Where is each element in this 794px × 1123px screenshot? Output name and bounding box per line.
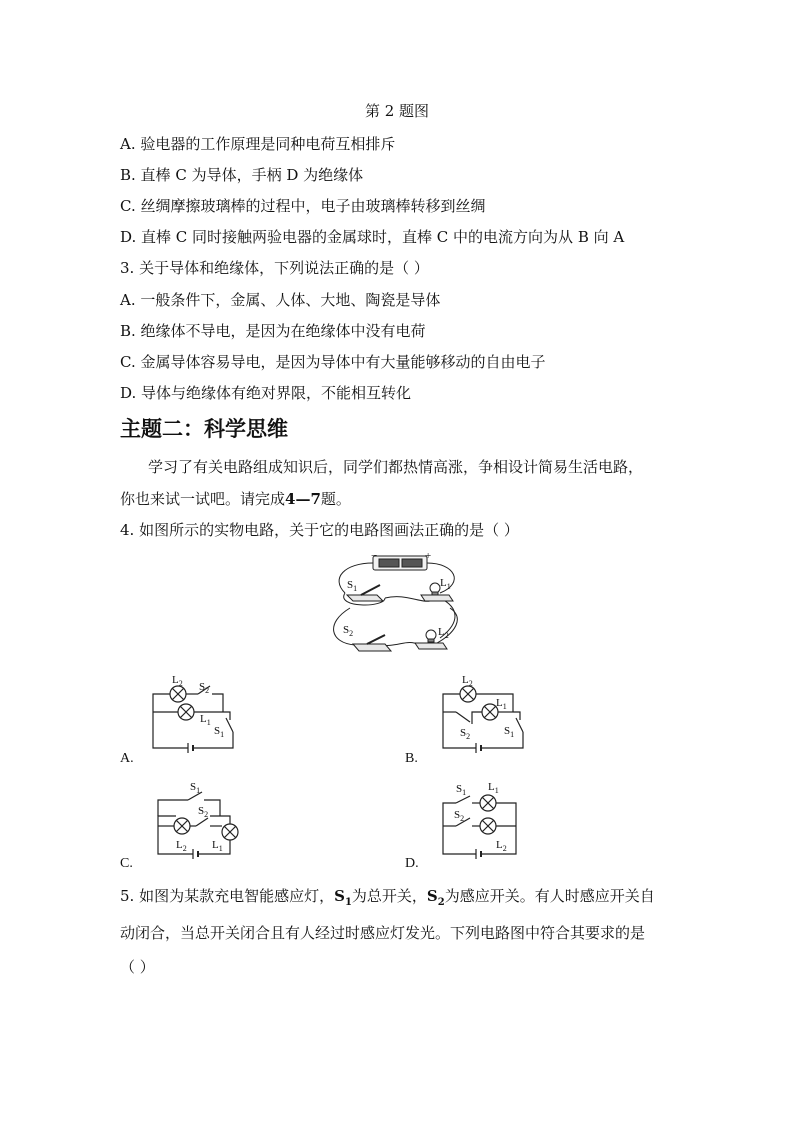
physical-circuit-figure bbox=[325, 553, 465, 661]
svg-text:S2: $S_2$ bbox=[460, 727, 471, 741]
q2-option-d: D. 直棒 C 同时接触两验电器的金属球时，直棒 C 中的电流方向为从 B 向 A bbox=[120, 228, 625, 246]
q4-option-a-circuit bbox=[148, 672, 248, 754]
svg-text:S1: $S_1$ bbox=[190, 781, 201, 795]
svg-text:L2: $L_2$ bbox=[176, 839, 187, 853]
q4-option-d-label: D. bbox=[405, 856, 419, 871]
physical-s1-label: $S_1$ bbox=[347, 579, 358, 593]
q5-line1: 5. 如图为某款充电智能感应灯，$S_1$为总开关，$S_2$为感应开关。有人时感应开关自 bbox=[120, 887, 655, 908]
q4-option-b-circuit bbox=[438, 672, 538, 754]
q2-option-c: C. 丝绸摩擦玻璃棒的过程中，电子由玻璃棒转移到丝绸 bbox=[120, 197, 486, 215]
q3-option-a: A. 一般条件下，金属、人体、大地、陶瓷是导体 bbox=[120, 291, 441, 309]
battery-plus-label: + bbox=[425, 553, 432, 562]
svg-text:S1: $S_1$ bbox=[456, 783, 467, 797]
q5-line2: 动闭合，当总开关闭合且有人经过时感应灯发光。下列电路图中符合其要求的是 bbox=[120, 924, 646, 942]
svg-text:S1: $S_1$ bbox=[214, 725, 225, 739]
section-title: 主题二：科学思维 bbox=[120, 417, 288, 441]
svg-text:S2: $S_2$ bbox=[199, 681, 210, 695]
physical-l2-label: $L_2$ bbox=[438, 626, 449, 640]
svg-text:L2: $L_2$ bbox=[496, 839, 507, 853]
svg-text:L1: $L_1$ bbox=[200, 713, 211, 727]
svg-text:S2: $S_2$ bbox=[198, 805, 209, 819]
q4-option-a-label: A. bbox=[120, 751, 134, 766]
q2-option-a: A. 验电器的工作原理是同种电荷互相排斥 bbox=[120, 135, 396, 153]
q5-line3: （ ） bbox=[120, 958, 155, 976]
figure-caption: 第 2 题图 bbox=[364, 102, 430, 120]
q4-stem: 4. 如图所示的实物电路，关于它的电路图画法正确的是（ ） bbox=[120, 521, 519, 539]
q4-option-c-label: C. bbox=[120, 856, 133, 871]
q3-option-d: D. 导体与绝缘体有绝对界限，不能相互转化 bbox=[120, 384, 412, 402]
section-intro-line1: 学习了有关电路组成知识后，同学们都热情高涨，争相设计简易生活电路， bbox=[148, 458, 644, 476]
q3-option-b: B. 绝缘体不导电，是因为在绝缘体中没有电荷 bbox=[120, 322, 426, 340]
q3-stem: 3. 关于导体和绝缘体，下列说法正确的是（ ） bbox=[120, 259, 429, 277]
physical-l1-label: $L_1$ bbox=[440, 577, 451, 591]
q4-option-d-circuit bbox=[438, 778, 538, 860]
battery-minus-label: − bbox=[371, 553, 378, 562]
svg-text:L1: $L_1$ bbox=[212, 839, 223, 853]
svg-text:L1: $L_1$ bbox=[496, 697, 507, 711]
svg-text:L2: $L_2$ bbox=[172, 674, 183, 688]
svg-text:L1: $L_1$ bbox=[488, 781, 499, 795]
section-intro-line2: 你也来试一试吧。请完成4—7题。 bbox=[120, 490, 351, 508]
q4-option-c-circuit bbox=[148, 778, 248, 860]
svg-text:L2: $L_2$ bbox=[462, 674, 473, 688]
q2-option-b: B. 直棒 C 为导体，手柄 D 为绝缘体 bbox=[120, 166, 364, 184]
q4-option-b-label: B. bbox=[405, 751, 418, 766]
physical-s2-label: $S_2$ bbox=[343, 624, 354, 638]
svg-text:S2: $S_2$ bbox=[454, 809, 465, 823]
q3-option-c: C. 金属导体容易导电，是因为导体中有大量能够移动的自由电子 bbox=[120, 353, 546, 371]
svg-text:S1: $S_1$ bbox=[504, 725, 515, 739]
